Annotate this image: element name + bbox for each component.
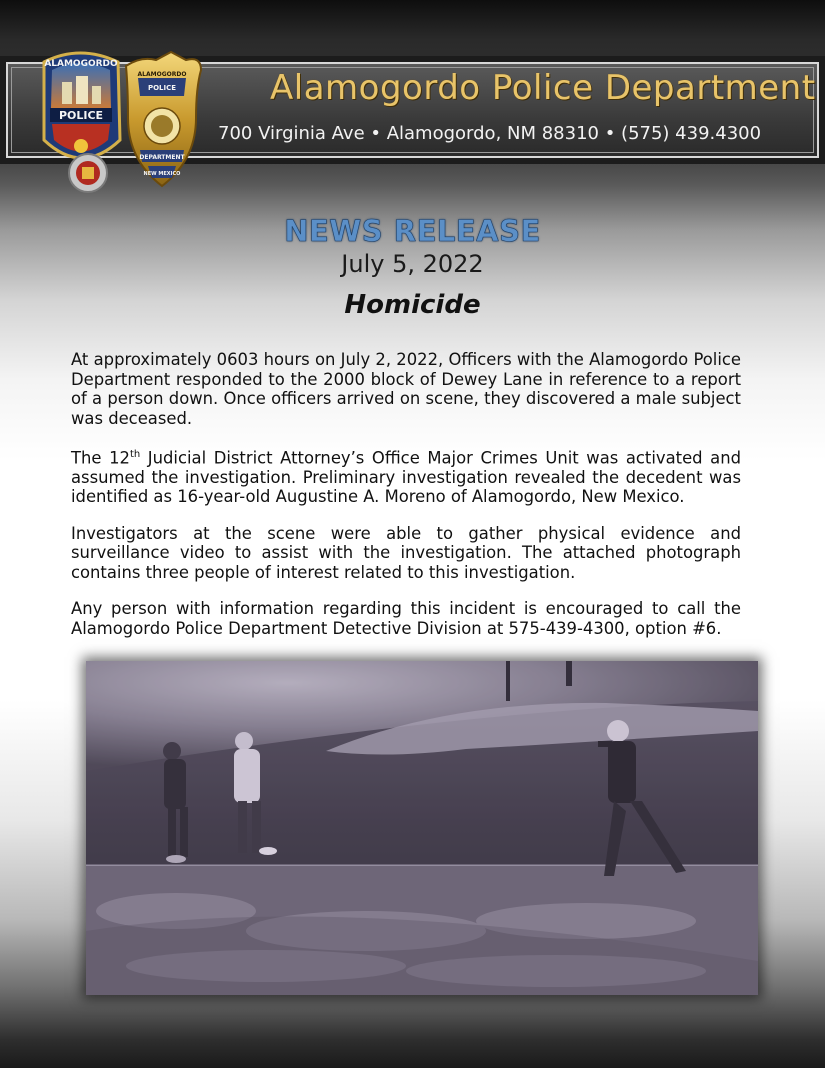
paragraph-2-start: The 12 [71,448,130,468]
release-body [71,350,741,655]
paragraph-4: Any person with information regarding this incident is encouraged to call the Alamogordo Police Department Detective Division at 575-439-4300, option #6. [71,599,741,638]
department-title: Alamogordo Police Department [270,68,816,108]
paragraph-3: Investigators at the scene were able to gather physical evidence and surveillance video to assist with the investigation. The attached photograph contains three people of interest related to this investigation. [71,523,741,582]
release-headline: Homicide [344,290,481,320]
seal-icon [69,154,107,192]
badge-dept-text: DEPARTMENT [139,154,185,161]
department-address: 700 Virginia Ave • Alamogordo, NM 88310 • (575) 439.4300 [218,123,762,144]
surveillance-photo [86,661,758,995]
paragraph-2-rest: Judicial District Attorney’s Office Major Crimes Unit was activated and assumed the investigation. Preliminary investigation revealed the decedent was identified as 16-year-old Augustine A. Moreno of Alamogordo, New Mexico. [71,448,741,507]
badge-top-text: ALAMOGORDO [137,71,187,78]
paragraph-2 [71,445,741,507]
patch-top-text: ALAMOGORDO [44,59,118,69]
patch-mid-text: POLICE [58,109,104,122]
badge-police-text: POLICE [147,84,177,92]
news-release-label: NEWS RELEASE [284,214,541,248]
badge-state-text: NEW MEXICO [143,171,181,177]
ordinal-superscript: th [129,449,141,460]
paragraph-1: At approximately 0603 hours on July 2, 2022, Officers with the Alamogordo Police Department responded to the 2000 block of Dewey Lane in reference to a report of a person down. Once officers arrived on scene, they discovered a male subject was deceased. [71,350,741,428]
release-date: July 5, 2022 [341,250,484,278]
police-badges-logo [36,48,206,193]
surveillance-image [86,661,758,995]
